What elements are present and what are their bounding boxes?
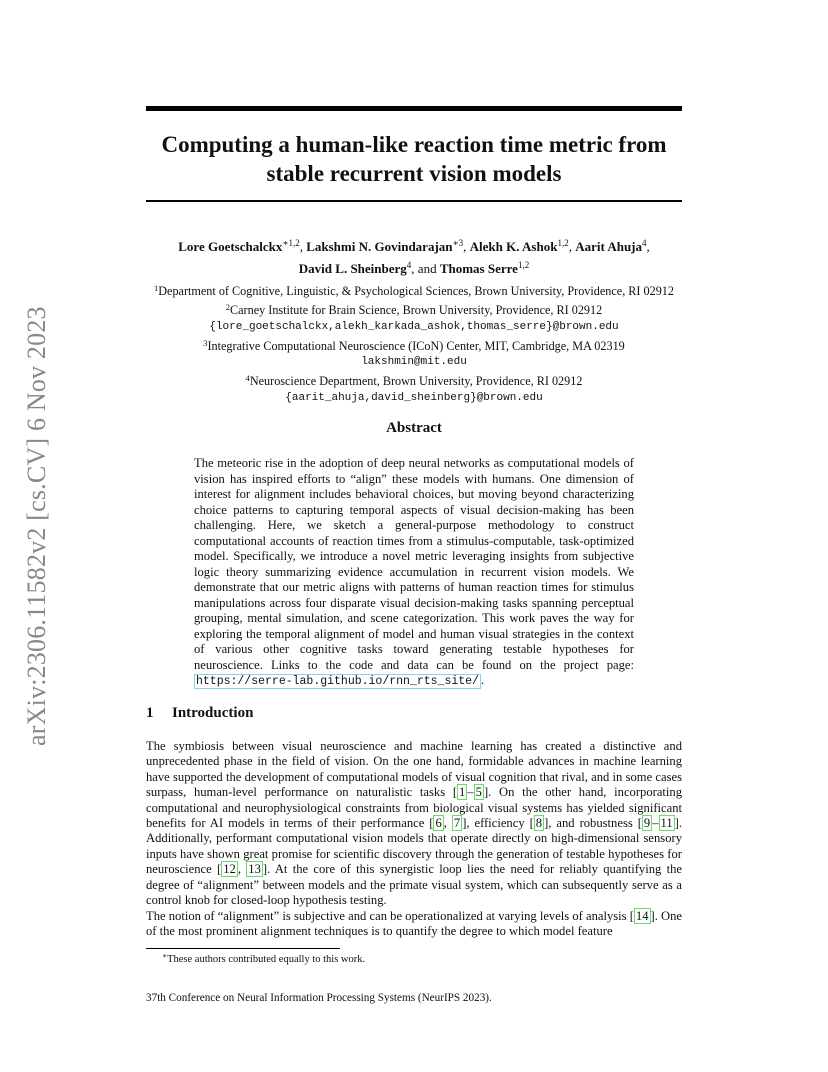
author-affiliation-mark: ∗3 (452, 238, 464, 248)
email-mit: lakshmin@mit.edu (361, 356, 467, 369)
affiliation-text: Neuroscience Department, Brown University, Providence, RI 02912 (249, 374, 583, 389)
citation-link[interactable]: 5 (475, 785, 482, 800)
author-affiliation-mark: 1,2 (517, 260, 530, 270)
project-page-link[interactable]: https://serre-lab.github.io/rnn_rts_site/ (196, 675, 479, 688)
abstract-text: The meteoric rise in the adoption of deep neural networks as computational models of vision has inspired efforts to “align” these models with humans. One dimension of interest for alignment includes behavioral choices, but moving beyond characterizing choice patterns to capturing temporal aspects of visual decision-making has been challenging. Here, we sketch a general-purpose methodology to construct computational accounts of reaction times from a stimulus-computable, task-optimized model. Specifically, we introduce a novel metric leveraging insights from subjective logic theory summarizing evidence accumulation in recurrent vision models. We demonstrate that our metric aligns with patterns of human reaction times for stimulus manipulations across four disparate visual decision-making tasks spanning perceptual grouping, mental simulation, and scene categorization. This work paves the way for exploring the temporal alignment of model and human visual strategies in the context of various other cognitive tasks toward generating testable hypotheses for neuroscience. Links to the code and data can be found on the project page: (194, 456, 634, 672)
affiliations (146, 280, 682, 406)
section-number: 1 (146, 705, 154, 721)
intro-paragraph-2 (146, 909, 682, 940)
author-name: David L. Sheinberg (298, 261, 407, 276)
footnote-rule (146, 948, 340, 949)
affiliation-mark: 1 (154, 283, 159, 293)
abstract-end: . (480, 673, 485, 687)
affiliation-text: Integrative Computational Neuroscience (ICoN) Center, MIT, Cambridge, MA 02319 (207, 338, 625, 353)
author-name: Lore Goetschalckx (178, 239, 283, 254)
abstract-heading: Abstract (386, 420, 442, 436)
author-affiliation-mark: 4 (642, 238, 647, 248)
paragraph-text: ]. Additionally, performant computational vision models that operate directly on high-dimensional sensory inputs have shown great promise for scientific discovery through the generation of testable hypotheses for neuroscience [ (146, 816, 682, 877)
affiliation-line (146, 335, 682, 354)
paragraph-text: ]. On the other hand, incorporating computational and neurophysiological constraints from biological visual systems has yielded significant benefits for AI models in terms of their performance [ (146, 785, 682, 831)
author-list (146, 234, 682, 278)
affiliation-mark: 4 (245, 373, 250, 384)
author-name: Alekh K. Ashok (469, 239, 558, 254)
footnote (162, 951, 365, 965)
title-line-2: stable recurrent vision models (266, 161, 562, 186)
abstract-body (194, 456, 634, 690)
intro-paragraph-1 (146, 739, 682, 908)
affiliation-line (146, 370, 682, 389)
affiliation-line (146, 280, 682, 299)
citation-link[interactable]: 14 (635, 909, 649, 923)
citation-link[interactable]: 1 (459, 785, 466, 800)
paragraph-text: , (237, 862, 247, 877)
venue-note: 37th Conference on Neural Information Processing Systems (NeurIPS 2023). (146, 992, 492, 1004)
citation-link[interactable]: 13 (248, 862, 261, 877)
author-separator: , (646, 239, 650, 254)
paragraph-text: , (443, 816, 452, 831)
citation-link[interactable]: 8 (535, 816, 543, 831)
footnote-mark: ∗ (162, 951, 168, 960)
paragraph-text: The symbiosis between visual neuroscience and machine learning has created a distinctive and unprecedented phase in the field of vision. On the one hand, formidable advances in machine learning have supported the development of computational models of visual cognition that rival, and in some cases surpass, human-level performance on naturalistic tasks [ (146, 739, 682, 800)
author-separator: , (463, 239, 470, 254)
affiliation-text: Carney Institute for Brain Science, Brown University, Providence, RI 02912 (230, 303, 603, 318)
affiliation-text: Department of Cognitive, Linguistic, & Psychological Sciences, Brown University, Providence, RI 02912 (158, 284, 674, 298)
email-brown-2: {aarit_ahuja,david_sheinberg}@brown.edu (285, 391, 543, 404)
author-name: Thomas Serre (439, 261, 518, 276)
paper-title (146, 130, 682, 188)
arxiv-identifier: arXiv:2306.11582v2 [cs.CV] 6 Nov 2023 (22, 306, 51, 746)
affiliation-mark: 2 (225, 302, 231, 313)
paragraph-text: The notion of “alignment” is subjective and can be operationalized at varying levels of analysis [ (146, 909, 634, 923)
author-separator: , (299, 239, 307, 254)
email-brown: {lore_goetschalckx,alekh_karkada_ashok,thomas_serre}@brown.edu (209, 320, 619, 333)
citation-link[interactable]: 6 (435, 816, 442, 831)
citation-link[interactable]: 12 (223, 862, 236, 877)
author-name: Aarit Ahuja (575, 239, 642, 254)
footnote-text: These authors contributed equally to this work. (167, 954, 366, 965)
paragraph-text: ]. At the core of this synergistic loop lies the need for reliably quantifying the degree of “alignment” between models and the primate visual system, which can subsequently serve as a control knob for closed-loop hypothesis testing. (146, 862, 683, 908)
affiliation-mark: 3 (203, 337, 208, 348)
affiliation-line (146, 299, 682, 318)
paragraph-text: ], and robustness [ (544, 816, 642, 831)
author-separator: , and (411, 261, 440, 276)
paragraph-text: – (652, 816, 659, 831)
author-affiliation-mark: ∗1,2 (282, 238, 300, 248)
title-line-1: Computing a human-like reaction time metric from (161, 132, 667, 157)
citation-link[interactable]: 11 (660, 816, 673, 831)
citation-link[interactable]: 7 (453, 816, 461, 831)
citation-link[interactable]: 9 (643, 816, 651, 831)
top-rule (146, 106, 682, 111)
title-rule (146, 200, 682, 202)
section-heading-introduction (146, 705, 253, 722)
section-title: Introduction (172, 705, 254, 721)
author-separator: , (568, 239, 576, 254)
paragraph-text: – (467, 785, 474, 800)
author-name: Lakshmi N. Govindarajan (306, 239, 453, 254)
author-affiliation-mark: 4 (406, 260, 412, 270)
paragraph-text: ]. One of the most prominent alignment techniques is to quantify the degree to which model feature (146, 909, 682, 939)
author-affiliation-mark: 1,2 (557, 238, 569, 248)
paragraph-text: ], efficiency [ (462, 816, 534, 831)
